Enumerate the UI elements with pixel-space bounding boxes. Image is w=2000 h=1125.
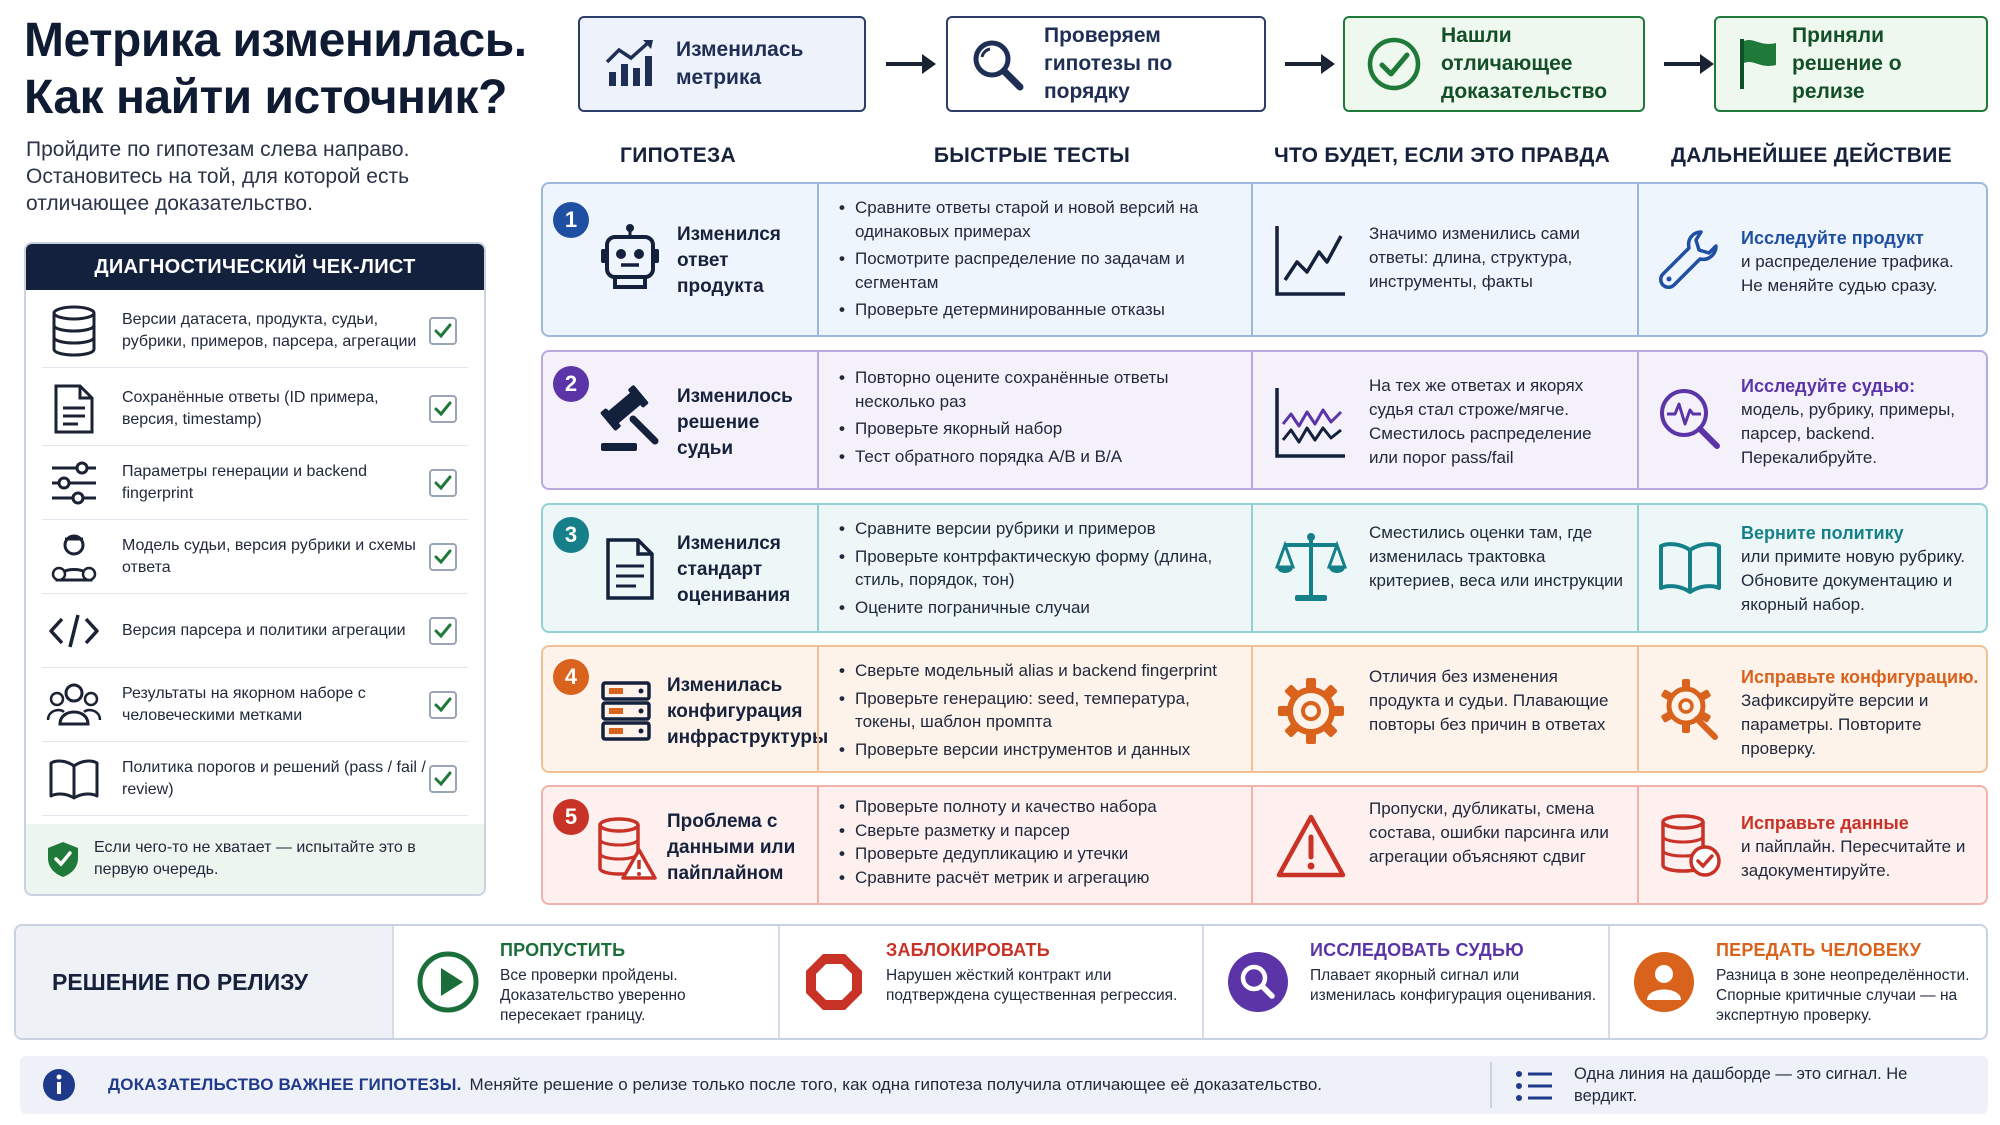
wave-chart-icon: [1271, 382, 1351, 462]
release-option-text: Плавает якорный сигнал или изменилась конфигурация оценивания.: [1310, 967, 1597, 1004]
action-cell: [1637, 184, 1988, 335]
users-icon: [42, 676, 106, 734]
release-option-block: [778, 926, 1202, 1038]
checklist-item: [42, 594, 468, 668]
flow-step-label: Нашли отличающее доказательство: [1441, 24, 1608, 103]
hypothesis-number: 4: [553, 659, 589, 695]
flow-step-release-decision: [1714, 16, 1988, 112]
document-lines-icon: [595, 531, 665, 607]
checkbox-checked-icon: [428, 316, 458, 346]
hypothesis-title: Проблема с данными или пайплайном: [667, 811, 796, 884]
action-cell: [1637, 647, 1988, 771]
release-option-pass: [392, 926, 778, 1038]
effect-cell: [1251, 352, 1637, 488]
test-item: • Сверьте модельный alias и backend fingerprint: [837, 659, 1241, 683]
action-text: или примите новую рубрику. Обновите документацию и якорный набор.: [1741, 547, 1966, 614]
person-circle-icon: [1632, 950, 1696, 1014]
arrow-right-icon: [882, 46, 938, 82]
tests-cell: [817, 647, 1251, 771]
test-item: • Сравните версии рубрики и примеров: [837, 517, 1241, 541]
hypothesis-row-3: [541, 503, 1988, 633]
test-item: • Повторно оцените сохранённые ответы несколько раз: [837, 366, 1241, 413]
action-title: Исследуйте судью:: [1741, 376, 1916, 396]
hypothesis-cell: [543, 505, 817, 631]
checklist-footer-text: Если чего-то не хватает — испытайте это в первую очередь.: [94, 839, 416, 878]
release-option-title: ИССЛЕДОВАТЬ СУДЬЮ: [1310, 940, 1524, 960]
action-title: Исправьте данные: [1741, 813, 1909, 833]
scales-icon: [1271, 527, 1351, 607]
page-title: [24, 12, 544, 126]
line-chart-icon: [1271, 220, 1351, 300]
test-item: • Посмотрите распределение по задачам и сегментам: [837, 247, 1241, 294]
database-icon: [42, 302, 106, 360]
effect-text: Пропуски, дубликаты, смена состава, ошибки парсинга или агрегации объясняют сдвиг: [1369, 799, 1609, 866]
checklist-item-text: Версия парсера и политики агрегации: [122, 621, 406, 639]
column-header-tests: БЫСТРЫЕ ТЕСТЫ: [933, 144, 1131, 167]
test-item: • Проверьте версии инструментов и данных: [837, 738, 1241, 762]
checklist-item: [42, 446, 468, 520]
test-item: • Проверьте контрфактическую форму (длина, стиль, порядок, тон): [837, 545, 1241, 592]
checkbox-checked-icon: [428, 542, 458, 572]
effect-cell: [1251, 787, 1637, 903]
open-book-icon: [1653, 531, 1727, 605]
sliders-icon: [42, 454, 106, 512]
tests-list: [837, 196, 1241, 326]
flow-step-metric-changed: [578, 16, 866, 112]
database-warning-icon: [591, 811, 661, 887]
checklist-item: [42, 372, 468, 446]
hypothesis-row-4: [541, 645, 1988, 773]
footer-message: [108, 1056, 1322, 1114]
hypothesis-row-5: [541, 785, 1988, 905]
hypothesis-title: Изменилось решение судьи: [677, 386, 793, 459]
flow-step-label: Изменилась метрика: [676, 38, 804, 89]
info-icon: [42, 1068, 76, 1102]
action-text: Зафиксируйте версии и параметры. Повторите проверку.: [1741, 691, 1929, 758]
checklist-item-text: Результаты на якорном наборе с человеческими метками: [122, 684, 366, 724]
checklist-item: [42, 294, 468, 368]
action-text-block: [1741, 665, 1980, 761]
release-option-title: ЗАБЛОКИРОВАТЬ: [886, 940, 1050, 960]
hypothesis-number: 1: [553, 202, 589, 238]
column-header-action: ДАЛЬНЕЙШЕЕ ДЕЙСТВИЕ: [1671, 144, 1952, 167]
gear-wrench-icon: [1653, 673, 1727, 747]
hypothesis-cell: [543, 647, 829, 771]
tests-cell: [817, 505, 1251, 631]
hypothesis-number: 3: [553, 517, 589, 553]
column-header-effect: ЧТО БУДЕТ, ЕСЛИ ЭТО ПРАВДА: [1273, 144, 1611, 167]
action-text: модель, рубрику, примеры, парсер, backend. Перекалибруйте.: [1741, 400, 1956, 467]
test-item: • Сравните расчёт метрик и агрегацию: [837, 866, 1241, 890]
checklist-item-text: Параметры генерации и backend fingerprint: [122, 462, 368, 502]
checkbox-checked-icon: [428, 394, 458, 424]
release-option-text: Все проверки пройдены. Доказательство уверенно пересекает границу.: [500, 967, 686, 1024]
action-cell: [1637, 505, 1988, 631]
checklist-title: ДИАГНОСТИЧЕСКИЙ ЧЕК-ЛИСТ: [26, 244, 484, 290]
hypothesis-cell: [543, 352, 817, 488]
tests-cell: [817, 352, 1251, 488]
book-icon: [42, 750, 106, 808]
test-item: • Проверьте дедупликацию и утечки: [837, 842, 1241, 866]
hypothesis-title: Изменился стандарт оценивания: [677, 533, 791, 606]
test-item: • Проверьте генерацию: seed, температура, токены, шаблон промпта: [837, 687, 1241, 734]
checklist-item-text: Политика порогов и решений (pass / fail / review): [122, 758, 426, 798]
database-check-icon: [1653, 809, 1727, 883]
checklist-item-text: Сохранённые ответы (ID примера, версия, timestamp): [122, 388, 379, 428]
effect-text: На тех же ответах и якорях судья стал строже/мягче. Сместилось распределение или порог pass/fail: [1369, 376, 1592, 467]
checklist-item: [42, 668, 468, 742]
intro-text: Пройдите по гипотезам слева направо. Остановитесь на той, для которой есть отличающее доказательство.: [26, 138, 410, 215]
checklist-item-text: Модель судьи, версия рубрики и схемы ответа: [122, 536, 416, 576]
tests-cell: [817, 787, 1251, 903]
shield-check-icon: [46, 840, 80, 878]
hypothesis-title: Изменился ответ продукта: [677, 224, 781, 297]
checkbox-checked-icon: [428, 468, 458, 498]
release-option-title: ПРОПУСТИТЬ: [500, 940, 626, 960]
effect-text: Значимо изменились сами ответы: длина, структура, инструменты, факты: [1369, 224, 1580, 291]
effect-text: Сместились оценки там, где изменилась трактовка критериев, веса или инструкции: [1369, 523, 1624, 590]
action-text: и распределение трафика. Не меняйте судью сразу.: [1741, 252, 1954, 295]
search-pulse-icon: [1653, 382, 1727, 456]
flag-icon: [1732, 31, 1782, 97]
footer-divider: [1490, 1062, 1492, 1108]
hypothesis-row-1: [541, 182, 1988, 337]
search-circle-icon: [1226, 950, 1290, 1014]
action-text-block: [1741, 521, 1980, 617]
gear-icon: [1271, 671, 1351, 751]
warning-icon: [1271, 807, 1351, 887]
test-item: • Оцените пограничные случаи: [837, 596, 1241, 620]
flow-step-check-hypotheses: [946, 16, 1266, 112]
action-text: и пайплайн. Пересчитайте и задокументируйте.: [1741, 837, 1966, 880]
tests-cell: [817, 184, 1251, 335]
tests-list: [837, 366, 1241, 472]
tests-list: [837, 517, 1241, 623]
page-title-line2: Как найти источник?: [24, 71, 507, 124]
tests-list: [837, 795, 1241, 889]
hypothesis-title: Изменилась конфигурация инфраструктуры: [667, 675, 829, 748]
robot-icon: [595, 220, 665, 296]
release-option-title: ПЕРЕДАТЬ ЧЕЛОВЕКУ: [1716, 940, 1922, 960]
gavel-icon: [595, 382, 665, 458]
check-circle-icon: [1361, 31, 1427, 97]
hypothesis-number: 5: [553, 799, 589, 835]
test-item: • Сравните ответы старой и новой версий на одинаковых примерах: [837, 196, 1241, 243]
wrench-icon: [1653, 222, 1727, 296]
action-title: Верните политику: [1741, 523, 1904, 543]
test-item: • Проверьте якорный набор: [837, 417, 1241, 441]
flow-step-found-evidence: [1343, 16, 1645, 112]
release-option-text: Нарушен жёсткий контракт или подтверждена существенная регрессия.: [886, 967, 1178, 1004]
test-item: • Проверьте полноту и качество набора: [837, 795, 1241, 819]
footer-banner: [20, 1056, 1988, 1114]
action-cell: [1637, 352, 1988, 488]
play-circle-icon: [416, 950, 480, 1014]
action-title: Исследуйте продукт: [1741, 228, 1924, 248]
release-option-text: Разница в зоне неопределённости. Спорные критичные случаи — на экспертную проверку.: [1716, 967, 1970, 1024]
checkbox-checked-icon: [428, 616, 458, 646]
action-text-block: [1741, 374, 1980, 470]
action-text-block: [1741, 226, 1980, 298]
release-option-escalate-human: [1608, 926, 1988, 1038]
column-header-hypothesis: ГИПОТЕЗА: [620, 144, 736, 167]
magnifier-icon: [964, 31, 1030, 97]
effect-cell: [1251, 184, 1637, 335]
diagnostic-checklist: [24, 242, 486, 896]
list-icon: [1514, 1068, 1554, 1104]
effect-cell: [1251, 505, 1637, 631]
test-item: • Проверьте детерминированные отказы: [837, 298, 1241, 322]
code-icon: [42, 602, 106, 660]
footer-text: Меняйте решение о релизе только после того, как одна гипотеза получила отличающее её доказательство.: [469, 1075, 1322, 1094]
tests-list: [837, 659, 1241, 765]
checklist-item: [42, 742, 468, 816]
flow-step-label: Приняли решение о релизе: [1792, 24, 1902, 103]
arrow-right-icon: [1660, 46, 1716, 82]
action-text-block: [1741, 811, 1980, 883]
release-option-investigate-judge: [1202, 926, 1608, 1038]
arrow-right-icon: [1281, 46, 1337, 82]
checklist-item: [42, 520, 468, 594]
effect-cell: [1251, 647, 1637, 771]
hypothesis-number: 2: [553, 366, 589, 402]
release-decision-panel: [14, 924, 1988, 1040]
effect-text: Отличия без изменения продукта и судьи. Плавающие повторы без причин в ответах: [1369, 667, 1609, 734]
test-item: • Сверьте разметку и парсер: [837, 819, 1241, 843]
judge-user-icon: [42, 528, 106, 586]
hypothesis-cell: [543, 184, 817, 335]
hypothesis-cell: [543, 787, 817, 903]
hypothesis-row-2: [541, 350, 1988, 490]
checkbox-checked-icon: [428, 690, 458, 720]
test-item: • Тест обратного порядка A/B и B/A: [837, 445, 1241, 469]
footer-bold-text: ДОКАЗАТЕЛЬСТВО ВАЖНЕЕ ГИПОТЕЗЫ.: [108, 1075, 462, 1094]
footer-side-note: Одна линия на дашборде — это сигнал. Не вердикт.: [1574, 1065, 1908, 1105]
release-decision-label: РЕШЕНИЕ ПО РЕЛИЗУ: [16, 926, 392, 1038]
document-icon: [42, 380, 106, 438]
action-cell: [1637, 787, 1988, 903]
server-icon: [591, 673, 661, 749]
checklist-item-text: Версии датасета, продукта, судьи, рубрики, примеров, парсера, агрегации: [122, 310, 417, 350]
stop-octagon-icon: [802, 950, 866, 1014]
flow-step-label: Проверяем гипотезы по порядку: [1044, 24, 1173, 103]
bar-chart-trend-icon: [596, 31, 662, 97]
checkbox-checked-icon: [428, 764, 458, 794]
checklist-footer: [26, 824, 484, 894]
action-title: Исправьте конфигурацию.: [1741, 667, 1979, 687]
page-title-line1: Метрика изменилась.: [24, 14, 527, 67]
